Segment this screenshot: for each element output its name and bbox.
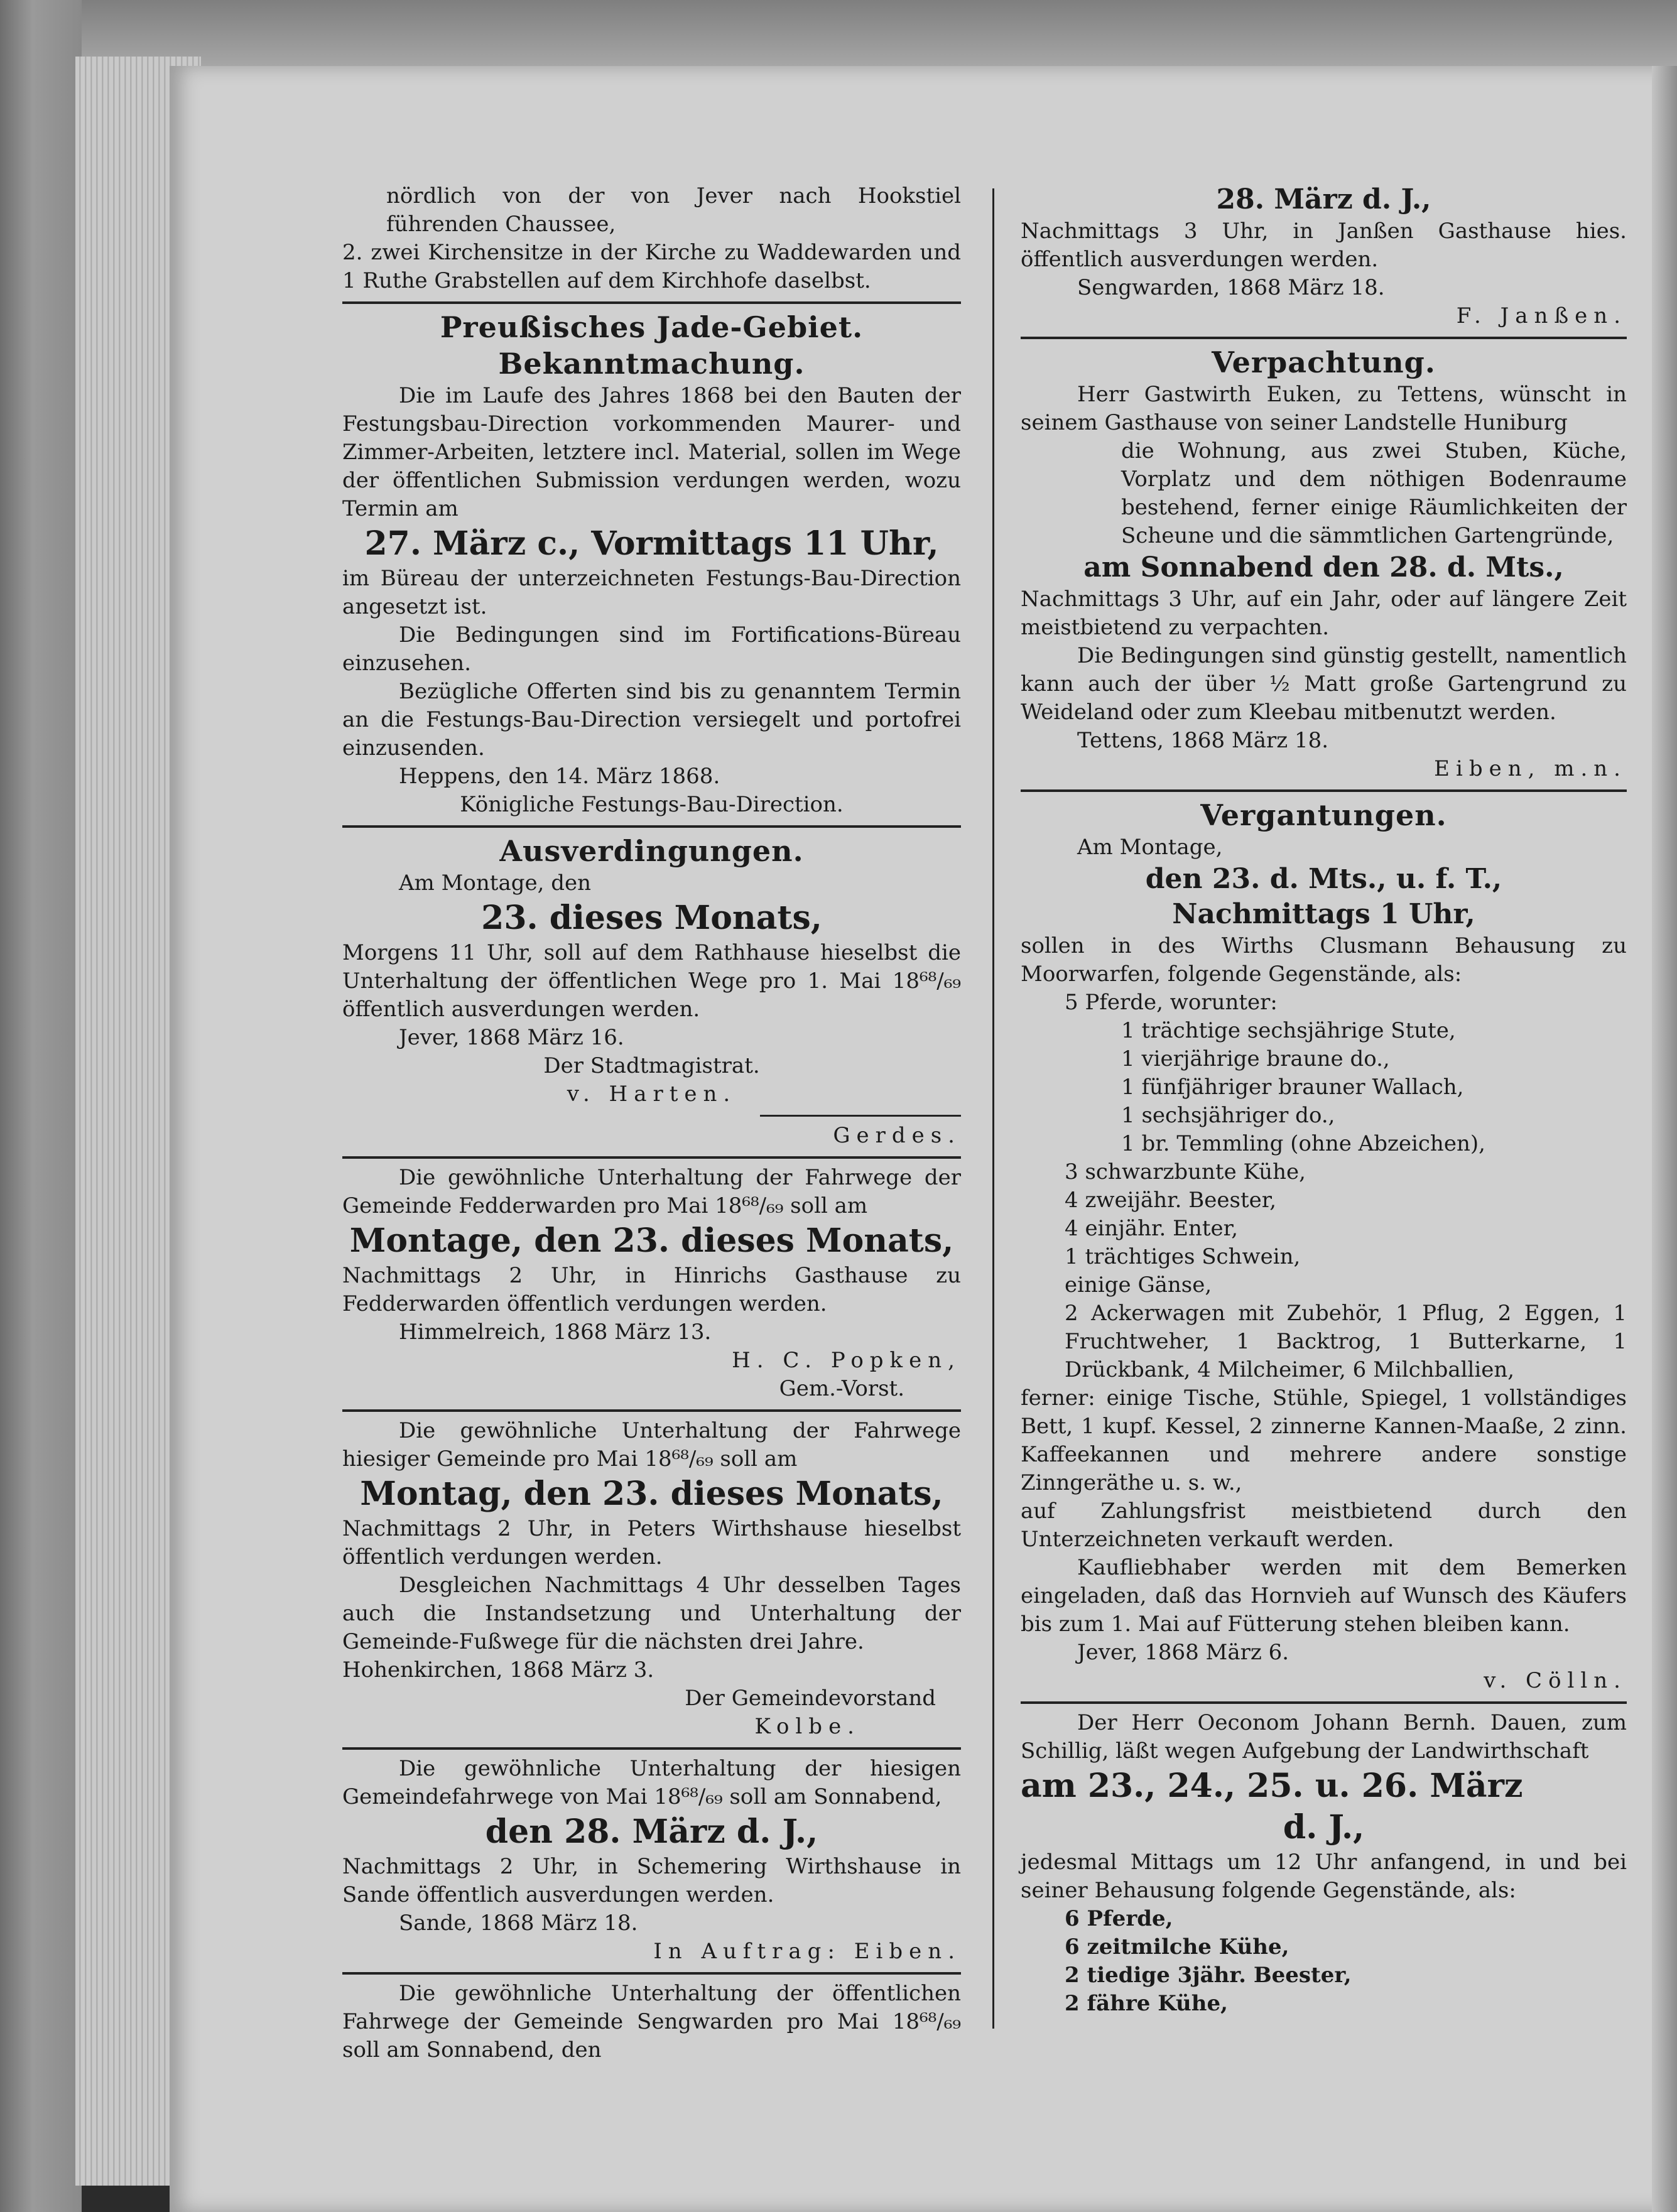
list-item: 3 schwarzbunte Kühe, [1065,1159,1306,1185]
notice-place: Jever, 1868 März 16. [399,1025,624,1050]
divider [342,1972,961,1975]
divider [1021,789,1627,792]
notice-body: auf Zahlungsfrist meistbietend durch den Unterzeichneten verkauft werden. [1021,1499,1627,1552]
notice-body: Der Herr Oeconom Johann Bernh. Dauen, zum Schillig, läßt wegen Aufgebung der Landwirthschaft [1021,1710,1627,1764]
notice-body: Die gewöhnliche Unterhaltung der öffentlichen Fahrwege der Gemeinde Sengwarden pro Mai 18⁶⁸/₆₉ soll am Sonnabend, den [342,1981,961,2063]
notice-body: die Wohnung, aus zwei Stuben, Küche, Vorplatz und dem nöthigen Bodenraume bestehend, ferner einige Räumlichkeiten der Scheune und die sämmtlichen Gartengründe, [1121,438,1627,548]
list-item: 6 Pferde, [1065,1906,1173,1931]
notice-place: Tettens, 1868 März 18. [1077,728,1329,753]
notice-body: Nachmittags 2 Uhr, in Hinrichs Gasthause zu Fedderwarden öffentlich verdungen werden. [342,1263,961,1316]
divider [1021,1701,1627,1704]
notice-body: Die im Laufe des Jahres 1868 bei den Bauten der Festungsbau-Direction vorkommenden Maurer- und Zimmer-Arbeiten, letztere incl. Material, sollen im Wege der öffentlichen Submission verdungen werden, wozu Termin am [342,383,961,521]
notice-date: Nachmittags 1 Uhr, [1172,898,1475,930]
divider [342,1409,961,1412]
notice-body: Die gewöhnliche Unterhaltung der Fahrwege der Gemeinde Fedderwarden pro Mai 18⁶⁸/₆₉ soll am [342,1165,961,1218]
notice-title: Preußisches Jade-Gebiet. [440,310,864,344]
divider [342,825,961,828]
divider [1021,337,1627,339]
notice-date: am 23., 24., 25. u. 26. März [1021,1767,1523,1805]
notice-date: 28. März d. J., [1216,183,1431,215]
list-item: 6 zeitmilche Kühe, [1065,1934,1289,1960]
notice-body: Am Montage, den [399,870,591,896]
right-column [1021,182,1627,2018]
notice-signature: v. Cölln. [1484,1668,1627,1693]
notice-place: Sengwarden, 1868 März 18. [1077,275,1385,300]
page-right-edge [1652,66,1677,2212]
notice-date: Montage, den 23. dieses Monats, [349,1222,954,1260]
list-item: 1 br. Temmling (ohne Abzeichen), [1121,1131,1485,1156]
notice-place: Sande, 1868 März 18. [399,1911,638,1936]
divider [342,1747,961,1750]
notice-body: Nachmittags 2 Uhr, in Schemering Wirthshause in Sande öffentlich ausverdungen werden. [342,1854,961,1907]
list-item: 1 trächtiges Schwein, [1065,1244,1301,1269]
notice-signature: Gem.-Vorst. [779,1376,904,1401]
notice-body: ferner: einige Tische, Stühle, Spiegel, 1 vollständiges Bett, 1 kupf. Kessel, 2 zinnerne Kannen-Maaße, 2 zinn. Kaffeekannen und mehrere andere sonstige Zinngeräthe u. s. w., [1021,1385,1627,1495]
list-item: 2 tiedige 3jähr. Beester, [1065,1963,1352,1988]
notice-title: Verpachtung. [1212,345,1436,379]
notice-date: 27. März c., Vormittags 11 Uhr, [364,524,939,563]
notice-signature: Königliche Festungs-Bau-Direction. [460,792,844,817]
notice-signature: v. Harten. [567,1082,737,1107]
notice-body: sollen in des Wirths Clusmann Behausung zu Moorwarfen, folgende Gegenstände, als: [1021,933,1627,987]
list-item: 1 fünfjähriger brauner Wallach, [1121,1075,1464,1100]
notice-body: im Büreau der unterzeichneten Festungs-Bau-Direction angesetzt ist. [342,566,961,619]
notice-date: am Sonnabend den 28. d. Mts., [1083,551,1564,583]
notice-date: d. J., [1283,1808,1365,1846]
list-item: 4 einjähr. Enter, [1065,1216,1239,1241]
notice-body: Herr Gastwirth Euken, zu Tettens, wünscht in seinem Gasthause von seiner Landstelle Huniburg [1021,382,1627,435]
notice-signature: Der Gemeindevorstand [685,1686,936,1711]
notice-date: Montag, den 23. dieses Monats, [360,1475,943,1513]
notice-signature: Gerdes. [833,1123,961,1148]
list-item: 1 sechsjähriger do., [1121,1103,1335,1128]
notice-body: Morgens 11 Uhr, soll auf dem Rathhause hieselbst die Unterhaltung der öffentlichen Wege pro 1. Mai 18⁶⁸/₆₉ öffentlich ausverdungen werden. [342,940,961,1022]
notice-body: Nachmittags 3 Uhr, auf ein Jahr, oder auf längere Zeit meistbietend zu verpachten. [1021,587,1627,640]
list-item: 1 trächtige sechsjährige Stute, [1121,1018,1456,1043]
notice-place: Hohenkirchen, 1868 März 3. [342,1657,654,1683]
divider [342,1156,961,1159]
notice-signature: H. C. Popken, [732,1348,961,1373]
intro-text: 2. zwei Kirchensitze in der Kirche zu Waddewarden und 1 Ruthe Grabstellen auf dem Kirchhofe daselbst. [342,240,961,293]
notice-date: 23. dieses Monats, [481,899,822,937]
notice-body: jedesmal Mittags um 12 Uhr anfangend, in und bei seiner Behausung folgende Gegenstände, als: [1021,1850,1627,1903]
notice-signature: Der Stadtmagistrat. [543,1053,760,1078]
notice-signature: F. Janßen. [1456,303,1627,328]
list-item: 5 Pferde, worunter: [1065,990,1278,1015]
list-item: 1 vierjährige braune do., [1121,1046,1390,1071]
notice-signature: In Auftrag: Eiben. [653,1939,961,1964]
notice-body: Nachmittags 3 Uhr, in Janßen Gasthause hies. öffentlich ausverdungen werden. [1021,219,1627,272]
notice-body: Die gewöhnliche Unterhaltung der Fahrwege hiesiger Gemeinde pro Mai 18⁶⁸/₆₉ soll am [342,1418,961,1472]
intro-text: nördlich von der von Jever nach Hookstiel führenden Chaussee, [386,183,961,237]
notice-signature: Kolbe. [754,1714,860,1739]
divider [342,301,961,304]
notice-body: Am Montage, [1077,835,1223,860]
notice-place: Himmelreich, 1868 März 13. [399,1320,712,1345]
notice-title: Bekanntmachung. [498,347,805,381]
column-divider [992,188,994,2029]
notice-body: 2 Ackerwagen mit Zubehör, 1 Pflug, 2 Eggen, 1 Fruchtweher, 1 Backtrog, 1 Butterkarne, 1 Drückbank, 4 Milcheimer, 6 Milchballien, [1065,1301,1627,1382]
book-left-edge [0,0,82,2212]
section-title: Ausverdingungen. [499,834,804,868]
list-item: 2 fähre Kühe, [1065,1991,1228,2016]
notice-body: Bezügliche Offerten sind bis zu genanntem Termin an die Festungs-Bau-Direction versiegelt und portofrei einzusenden. [342,679,961,761]
section-title: Vergantungen. [1200,798,1447,832]
notice-body: Desgleichen Nachmittags 4 Uhr desselben Tages auch die Instandsetzung und Unterhaltung der Gemeinde-Fußwege für die nächsten drei Jahre. [342,1573,961,1654]
notice-body: Die Bedingungen sind im Fortifications-Büreau einzusehen. [342,622,961,676]
list-item: einige Gänse, [1065,1272,1212,1298]
notice-signature: Eiben, m.n. [1434,756,1627,781]
notice-body: Die gewöhnliche Unterhaltung der hiesigen Gemeindefahrwege von Mai 18⁶⁸/₆₉ soll am Sonnabend, [342,1756,961,1809]
book-top-edge [0,0,1677,69]
notice-place: Heppens, den 14. März 1868. [399,764,720,789]
left-column [342,182,961,2064]
notice-date: den 23. d. Mts., u. f. T., [1145,863,1502,895]
divider [760,1115,961,1117]
notice-body: Kaufliebhaber werden mit dem Bemerken eingeladen, daß das Hornvieh auf Wunsch des Käufers bis zum 1. Mai auf Fütterung stehen bleiben kann. [1021,1555,1627,1637]
notice-body: Die Bedingungen sind günstig gestellt, namentlich kann auch der über ½ Matt große Gartengrund zu Weideland oder zum Kleebau mitbenutzt werden. [1021,643,1627,725]
notice-place: Jever, 1868 März 6. [1077,1640,1289,1665]
list-item: 4 zweijähr. Beester, [1065,1188,1277,1213]
notice-body: Nachmittags 2 Uhr, in Peters Wirthshause hieselbst öffentlich verdungen werden. [342,1516,961,1570]
notice-date: den 28. März d. J., [485,1813,818,1851]
